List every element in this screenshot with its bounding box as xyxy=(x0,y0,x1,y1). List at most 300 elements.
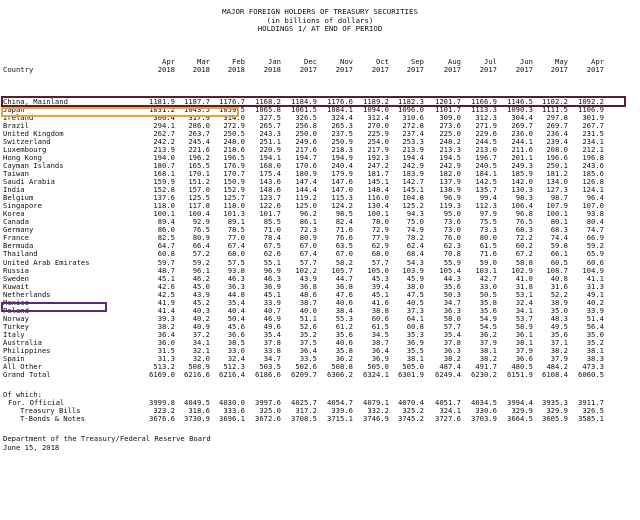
holding-value: 36.4 xyxy=(299,346,317,356)
holding-value: 487.4 xyxy=(439,362,461,372)
holding-value: 249.3 xyxy=(511,160,533,170)
holding-value: 240.4 xyxy=(331,160,353,170)
of-which-value: 3745.2 xyxy=(398,414,424,424)
holding-value: 272.8 xyxy=(402,120,424,130)
of-which-value: 325.0 xyxy=(259,406,281,416)
holding-value: 125.2 xyxy=(402,201,424,211)
holding-value: 138.9 xyxy=(439,185,461,195)
holding-value: 1113.3 xyxy=(471,104,497,114)
holding-value: 242.2 xyxy=(153,136,175,146)
holding-value: 148.4 xyxy=(367,185,389,195)
holding-value: 248.2 xyxy=(439,136,461,146)
holding-value: 53.7 xyxy=(515,313,533,323)
holding-value: 265.3 xyxy=(331,120,353,130)
holding-value: 31.6 xyxy=(550,281,568,291)
holding-value: 40.8 xyxy=(550,273,568,283)
column-header-year: 2017 xyxy=(550,65,568,74)
holding-value: 100.4 xyxy=(188,209,210,219)
holding-value: 269.7 xyxy=(511,120,533,130)
holding-value: 58.0 xyxy=(443,313,461,323)
holding-value: 300.4 xyxy=(153,112,175,122)
holding-value: 116.0 xyxy=(367,193,389,203)
holding-value: 38.2 xyxy=(479,354,497,364)
table-row xyxy=(0,226,640,234)
holding-value: 1106.9 xyxy=(578,104,604,114)
holding-value: 66.1 xyxy=(550,249,568,259)
holding-value: 37.8 xyxy=(263,338,281,347)
holding-value: 45.1 xyxy=(157,273,175,283)
holding-value: 265.7 xyxy=(259,120,281,130)
holding-value: 42.6 xyxy=(157,281,175,291)
holding-value: 125.7 xyxy=(223,193,245,203)
holding-value: 68.3 xyxy=(515,225,533,235)
holding-value: 107.9 xyxy=(546,201,568,211)
country-name: China, Mainland xyxy=(3,96,68,106)
holding-value: 130.4 xyxy=(367,201,389,211)
holding-value: 286.0 xyxy=(188,120,210,130)
holding-value: 1101.7 xyxy=(435,104,461,114)
holding-value: 35.6 xyxy=(479,305,497,315)
column-header-year: 2017 xyxy=(586,65,604,74)
holding-value: 182.0 xyxy=(439,168,461,178)
holding-value: 36.3 xyxy=(443,305,461,315)
holding-value: 46.3 xyxy=(263,273,281,283)
of-which-value: 326.5 xyxy=(582,406,604,416)
holding-value: 71.6 xyxy=(335,225,353,235)
holding-value: 49.6 xyxy=(263,321,281,331)
holding-value: 273.6 xyxy=(439,120,461,130)
holding-value: 245.4 xyxy=(188,136,210,146)
column-header-month: Dec xyxy=(304,57,317,66)
holding-value: 35.0 xyxy=(586,329,604,339)
holding-value: 152.9 xyxy=(223,185,245,195)
holding-value: 68.0 xyxy=(371,249,389,259)
country-name: Spain xyxy=(3,354,25,364)
holding-value: 6301.9 xyxy=(398,370,424,380)
holding-value: 102.2 xyxy=(295,265,317,275)
holding-value: 304.4 xyxy=(511,112,533,122)
column-header-month: Oct xyxy=(376,57,389,66)
holding-value: 213.3 xyxy=(439,144,461,154)
table-row xyxy=(0,331,640,339)
holding-value: 62.9 xyxy=(371,241,389,251)
holding-value: 137.6 xyxy=(153,193,175,203)
holding-value: 221.6 xyxy=(188,144,210,154)
holding-value: 309.0 xyxy=(439,112,461,122)
holding-value: 243.6 xyxy=(582,160,604,170)
holding-value: 248.0 xyxy=(223,136,245,146)
holding-value: 57.2 xyxy=(192,249,210,259)
holding-value: 1182.3 xyxy=(398,96,424,106)
holding-value: 33.0 xyxy=(227,346,245,356)
column-header-year: 2017 xyxy=(515,65,533,74)
holding-value: 31.3 xyxy=(586,281,604,291)
of-which-value: 4025.7 xyxy=(291,398,317,408)
holding-value: 6216.4 xyxy=(219,370,245,380)
holding-value: 244.1 xyxy=(511,136,533,146)
holding-value: 473.3 xyxy=(582,362,604,372)
holding-value: 251.1 xyxy=(259,136,281,146)
holding-value: 6306.2 xyxy=(327,370,353,380)
holding-value: 310.6 xyxy=(402,112,424,122)
holding-value: 181.2 xyxy=(546,168,568,178)
source-note: Department of the Treasury/Federal Reserve Board xyxy=(3,434,211,444)
holding-value: 1031.2 xyxy=(149,104,175,114)
holding-value: 45.3 xyxy=(371,273,389,283)
holding-value: 122.6 xyxy=(259,201,281,211)
country-name: Sweden xyxy=(3,273,29,283)
holding-value: 103.9 xyxy=(402,265,424,275)
holding-value: 234.1 xyxy=(582,136,604,146)
column-header-year: 2017 xyxy=(371,65,389,74)
report-title: MAJOR FOREIGN HOLDERS OF TREASURY SECURITIES xyxy=(222,7,418,16)
holding-value: 314.0 xyxy=(223,112,245,122)
of-which-name: Treasury Bills xyxy=(20,406,81,416)
column-header-month: Feb xyxy=(232,57,245,66)
holding-value: 74.4 xyxy=(550,233,568,243)
holding-value: 225.9 xyxy=(367,128,389,138)
holding-value: 147.0 xyxy=(331,185,353,195)
holding-value: 134.0 xyxy=(546,177,568,186)
holding-value: 100.1 xyxy=(546,209,568,219)
of-which-value: 3664.5 xyxy=(507,414,533,424)
holding-value: 32.4 xyxy=(515,297,533,307)
of-which-value: 329.9 xyxy=(546,406,568,416)
holding-value: 48.3 xyxy=(550,313,568,323)
country-name: Cayman Islands xyxy=(3,160,64,170)
report-units: (in billions of dollars) xyxy=(266,15,374,25)
column-header-month: Nov xyxy=(340,57,353,66)
holding-value: 254.0 xyxy=(367,136,389,146)
holding-value: 242.9 xyxy=(402,160,424,170)
holding-value: 142.7 xyxy=(402,177,424,186)
of-which-value: 339.6 xyxy=(331,406,353,416)
holding-value: 40.2 xyxy=(586,297,604,307)
holding-value: 96.9 xyxy=(443,193,461,203)
of-which-value: 3911.7 xyxy=(578,398,604,408)
holding-value: 96.8 xyxy=(515,209,533,219)
holding-value: 54.3 xyxy=(406,257,424,267)
holding-value: 1181.9 xyxy=(149,96,175,106)
holding-value: 54.9 xyxy=(479,313,497,323)
holding-value: 73.6 xyxy=(443,217,461,227)
holding-value: 270.0 xyxy=(367,120,389,130)
holding-value: 98.3 xyxy=(515,193,533,203)
holding-value: 61.5 xyxy=(479,241,497,251)
holding-value: 244.5 xyxy=(475,136,497,146)
holding-value: 179.9 xyxy=(331,168,353,178)
table-row xyxy=(0,371,640,379)
holding-value: 225.0 xyxy=(439,128,461,138)
holding-value: 118.0 xyxy=(223,201,245,211)
holding-value: 208.0 xyxy=(546,144,568,154)
holding-value: 76.5 xyxy=(192,225,210,235)
holding-value: 137.9 xyxy=(439,177,461,186)
column-header-year: 2017 xyxy=(443,65,461,74)
holding-value: 36.2 xyxy=(335,354,353,364)
holding-value: 45.2 xyxy=(192,297,210,307)
of-which-value: 4030.0 xyxy=(219,398,245,408)
holding-value: 119.2 xyxy=(295,193,317,203)
holding-value: 49.5 xyxy=(550,321,568,331)
country-name: Luxembourg xyxy=(3,144,47,154)
holding-value: 52.6 xyxy=(299,321,317,331)
table-row xyxy=(0,218,640,226)
holding-value: 40.2 xyxy=(192,313,210,323)
column-header-year: 2018 xyxy=(192,65,210,74)
holding-value: 100.1 xyxy=(153,209,175,219)
country-name: United Arab Emirates xyxy=(3,257,90,267)
column-header-month: Apr xyxy=(591,57,604,66)
holding-value: 38.4 xyxy=(335,305,353,315)
holding-value: 250.1 xyxy=(546,160,568,170)
holding-value: 237.4 xyxy=(402,128,424,138)
holding-value: 67.2 xyxy=(515,249,533,259)
of-which-value: 318.6 xyxy=(188,406,210,416)
holding-value: 145.1 xyxy=(367,177,389,186)
holding-value: 213.9 xyxy=(153,144,175,154)
holding-value: 71.0 xyxy=(263,225,281,235)
holding-value: 196.5 xyxy=(223,152,245,162)
holding-value: 117.8 xyxy=(188,201,210,211)
holding-value: 57.5 xyxy=(227,257,245,267)
holding-value: 41.9 xyxy=(157,297,175,307)
column-header-month: Sep xyxy=(411,57,424,66)
holding-value: 6060.5 xyxy=(578,370,604,380)
holding-value: 194.1 xyxy=(259,152,281,162)
holding-value: 1065.8 xyxy=(255,104,281,114)
holding-value: 317.9 xyxy=(188,112,210,122)
holding-value: 105.4 xyxy=(439,265,461,275)
holding-value: 34.7 xyxy=(443,297,461,307)
table-row xyxy=(0,250,640,258)
holding-value: 45.9 xyxy=(406,273,424,283)
holding-value: 33.5 xyxy=(299,354,317,364)
holding-value: 123.7 xyxy=(259,193,281,203)
holding-value: 78.0 xyxy=(371,217,389,227)
holding-value: 170.7 xyxy=(223,168,245,178)
holding-value: 256.8 xyxy=(295,120,317,130)
holding-value: 40.3 xyxy=(192,305,210,315)
table-row xyxy=(0,242,640,250)
of-which-value: 333.6 xyxy=(223,406,245,416)
holding-value: 75.0 xyxy=(406,217,424,227)
holding-value: 61.5 xyxy=(371,321,389,331)
table-row xyxy=(0,267,640,275)
country-name: Switzerland xyxy=(3,136,51,146)
holding-value: 73.3 xyxy=(479,225,497,235)
of-which-value: 3676.6 xyxy=(149,414,175,424)
holding-value: 36.9 xyxy=(371,354,389,364)
holding-value: 126.8 xyxy=(582,177,604,186)
holding-value: 196.8 xyxy=(582,152,604,162)
holding-value: 38.9 xyxy=(550,297,568,307)
of-which-value: 4070.4 xyxy=(398,398,424,408)
of-which-value: 332.2 xyxy=(367,406,389,416)
holding-value: 89.1 xyxy=(227,217,245,227)
holding-value: 185.9 xyxy=(511,168,533,178)
country-name: France xyxy=(3,233,29,243)
holding-value: 130.3 xyxy=(511,185,533,195)
holding-value: 31.8 xyxy=(515,281,533,291)
table-row xyxy=(0,323,640,331)
table-row xyxy=(0,186,640,194)
holding-value: 53.1 xyxy=(515,289,533,299)
country-name: Grand Total xyxy=(3,370,51,380)
holding-value: 35.8 xyxy=(335,346,353,356)
holding-value: 45.6 xyxy=(227,321,245,331)
holding-value: 253.3 xyxy=(402,136,424,146)
of-which-value: 4079.1 xyxy=(363,398,389,408)
holding-value: 41.4 xyxy=(157,305,175,315)
holding-value: 72.9 xyxy=(371,225,389,235)
holding-value: 57.7 xyxy=(299,257,317,267)
of-which-value: 3746.9 xyxy=(363,414,389,424)
holding-value: 104.9 xyxy=(582,265,604,275)
holding-value: 6249.4 xyxy=(435,370,461,380)
country-name: Kuwait xyxy=(3,281,29,291)
holding-value: 45.1 xyxy=(371,289,389,299)
holding-value: 37.8 xyxy=(443,338,461,347)
holding-value: 80.9 xyxy=(299,233,317,243)
column-header-year: 2018 xyxy=(263,65,281,74)
holding-value: 76.0 xyxy=(443,233,461,243)
table-row xyxy=(0,178,640,186)
holding-value: 38.3 xyxy=(586,354,604,364)
holding-value: 38.5 xyxy=(227,338,245,347)
country-name: Netherlands xyxy=(3,289,51,299)
holding-value: 46.3 xyxy=(227,273,245,283)
russia-highlight-box xyxy=(1,302,107,312)
holding-value: 1092.2 xyxy=(578,96,604,106)
holding-value: 40.7 xyxy=(263,305,281,315)
holding-value: 40.5 xyxy=(406,297,424,307)
holding-value: 74.9 xyxy=(406,225,424,235)
holding-value: 67.4 xyxy=(299,249,317,259)
holding-value: 42.7 xyxy=(479,273,497,283)
holding-value: 312.4 xyxy=(367,112,389,122)
holding-value: 58.8 xyxy=(515,257,533,267)
holding-value: 503.5 xyxy=(259,362,281,372)
holding-value: 57.7 xyxy=(371,257,389,267)
of-which-value: 325.2 xyxy=(402,406,424,416)
holding-value: 513.2 xyxy=(153,362,175,372)
holding-value: 59.2 xyxy=(192,257,210,267)
country-name: Turkey xyxy=(3,321,29,331)
holding-value: 124.1 xyxy=(582,185,604,195)
holding-value: 93.8 xyxy=(586,209,604,219)
table-row xyxy=(0,146,640,154)
holding-value: 55.1 xyxy=(263,257,281,267)
holding-value: 78.4 xyxy=(263,233,281,243)
holding-value: 40.6 xyxy=(335,297,353,307)
holding-value: 36.0 xyxy=(157,338,175,347)
table-row xyxy=(0,234,640,242)
holding-value: 1096.0 xyxy=(398,104,424,114)
holding-value: 82.5 xyxy=(157,233,175,243)
china-highlight-box xyxy=(1,96,626,107)
holding-value: 6169.0 xyxy=(149,370,175,380)
column-header-country: Country xyxy=(3,65,34,74)
holding-value: 36.9 xyxy=(406,338,424,347)
holding-value: 75.5 xyxy=(479,217,497,227)
holding-value: 35.4 xyxy=(263,329,281,339)
holding-value: 240.5 xyxy=(475,160,497,170)
footer-source xyxy=(0,435,640,443)
holding-value: 185.6 xyxy=(582,168,604,178)
holding-value: 63.5 xyxy=(335,241,353,251)
holding-value: 491.7 xyxy=(475,362,497,372)
holding-value: 119.3 xyxy=(439,201,461,211)
of-which-value: 3994.4 xyxy=(507,398,533,408)
holding-value: 101.7 xyxy=(259,209,281,219)
holding-value: 46.9 xyxy=(263,313,281,323)
holding-value: 272.9 xyxy=(223,120,245,130)
holding-value: 47.5 xyxy=(406,289,424,299)
holding-value: 168.0 xyxy=(259,160,281,170)
holding-value: 1184.9 xyxy=(291,96,317,106)
holding-value: 184.1 xyxy=(475,168,497,178)
country-name: Korea xyxy=(3,209,25,219)
holding-value: 183.9 xyxy=(402,168,424,178)
holding-value: 157.0 xyxy=(188,185,210,195)
table-row xyxy=(0,291,640,299)
holding-value: 262.7 xyxy=(153,128,175,138)
holding-value: 327.5 xyxy=(259,112,281,122)
holding-value: 181.7 xyxy=(367,168,389,178)
table-row xyxy=(0,154,640,162)
holding-value: 150.9 xyxy=(223,177,245,186)
holding-value: 80.4 xyxy=(586,217,604,227)
holding-value: 37.9 xyxy=(515,346,533,356)
holding-value: 46.2 xyxy=(192,273,210,283)
holding-value: 40.0 xyxy=(299,305,317,315)
holding-value: 76.6 xyxy=(335,233,353,243)
holding-value: 229.6 xyxy=(475,128,497,138)
of-which-value: 3605.9 xyxy=(542,414,568,424)
holding-value: 36.3 xyxy=(227,281,245,291)
of-which-value: 4034.5 xyxy=(471,398,497,408)
holding-value: 41.6 xyxy=(371,297,389,307)
holding-value: 68.4 xyxy=(406,249,424,259)
holding-value: 93.8 xyxy=(227,265,245,275)
holding-value: 36.8 xyxy=(335,281,353,291)
holding-value: 43.9 xyxy=(299,273,317,283)
column-header-year: 2017 xyxy=(335,65,353,74)
holding-value: 67.0 xyxy=(299,241,317,251)
holding-value: 37.5 xyxy=(299,338,317,347)
holding-value: 38.2 xyxy=(550,346,568,356)
of-which-value: 3585.1 xyxy=(578,414,604,424)
holding-value: 237.5 xyxy=(331,128,353,138)
country-name: Belgium xyxy=(3,193,34,203)
table-row xyxy=(0,315,640,323)
holding-value: 6108.4 xyxy=(542,370,568,380)
release-date: June 15, 2018 xyxy=(3,442,60,452)
holding-value: 6209.7 xyxy=(291,370,317,380)
holding-value: 60.8 xyxy=(157,249,175,259)
holding-value: 51.4 xyxy=(586,313,604,323)
holding-value: 218.6 xyxy=(223,144,245,154)
holding-value: 212.1 xyxy=(582,144,604,154)
holding-value: 59.8 xyxy=(550,241,568,251)
holding-value: 211.6 xyxy=(511,144,533,154)
holding-value: 44.8 xyxy=(227,289,245,299)
holding-value: 192.3 xyxy=(367,152,389,162)
of-which-value: 323.2 xyxy=(153,406,175,416)
holding-value: 144.4 xyxy=(295,185,317,195)
holding-value: 1084.1 xyxy=(327,104,353,114)
